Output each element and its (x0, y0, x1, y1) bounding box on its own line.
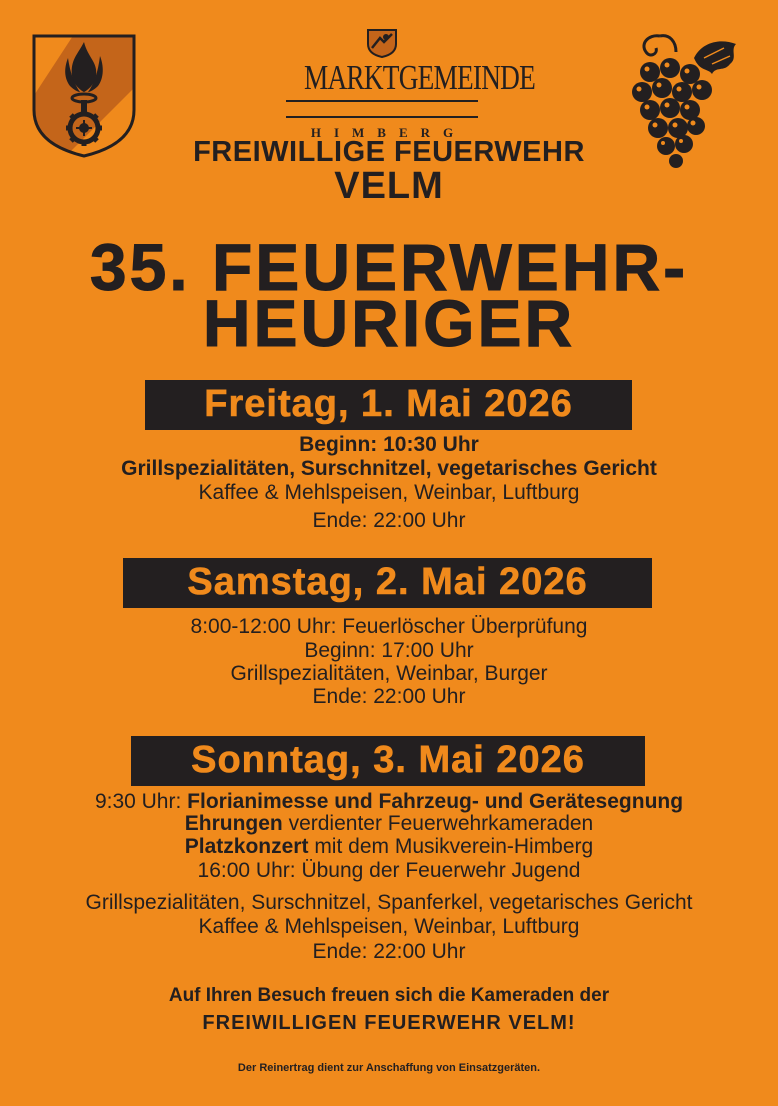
sunday-mass-text: Florianimesse und Fahrzeug- und Gerätesegnung (187, 790, 684, 813)
logo-rule-bottom (286, 116, 478, 118)
friday-end: Ende: 22:00 Uhr (312, 509, 466, 532)
sunday-honors (0, 813, 778, 834)
saturday-start: Beginn: 17:00 Uhr (304, 639, 474, 662)
logo-rule-top (286, 100, 478, 102)
himberg-word: HIMBERG (310, 125, 467, 140)
day-heading-saturday: Samstag, 2. Mai 2026 (123, 558, 652, 608)
sunday-end: Ende: 22:00 Uhr (312, 940, 466, 963)
sunday-concert (0, 836, 778, 857)
sunday-honors-label: Ehrungen (184, 812, 283, 835)
himberg-shield-icon (366, 28, 398, 58)
marktgemeinde-himberg-logo (282, 28, 535, 140)
footer-organization: FREIWILLIGEN FEUERWEHR VELM! (202, 1012, 576, 1034)
footer-invitation: Auf Ihren Besuch freuen sich die Kameraden der (168, 985, 610, 1006)
sunday-mass (0, 791, 778, 812)
friday-food: Grillspezialitäten, Surschnitzel, vegetarisches Gericht (121, 457, 657, 480)
day-heading-friday: Freitag, 1. Mai 2026 (145, 380, 632, 430)
saturday-food: Grillspezialitäten, Weinbar, Burger (230, 662, 548, 685)
sunday-honors-text: verdienter Feuerwehrkameraden (282, 812, 594, 835)
sunday-concert-label: Platzkonzert (184, 835, 309, 858)
sunday-youth-drill: 16:00 Uhr: Übung der Feuerwehr Jugend (197, 859, 581, 882)
day-heading-sunday: Sonntag, 3. Mai 2026 (131, 736, 645, 786)
friday-extras: Kaffee & Mehlspeisen, Weinbar, Luftburg (198, 481, 580, 504)
event-title-line-2: HEURIGER (202, 286, 576, 360)
event-title-line-1: 35. FEUERWEHR- (89, 230, 689, 304)
organization-town: VELM (334, 165, 444, 207)
marktgemeinde-word: MARKTGEMEINDE (304, 58, 535, 97)
sunday-food: Grillspezialitäten, Surschnitzel, Spanferkel, vegetarisches Gericht (85, 891, 693, 914)
friday-start: Beginn: 10:30 Uhr (299, 433, 479, 456)
saturday-inspection: 8:00-12:00 Uhr: Feuerlöscher Überprüfung (190, 615, 588, 638)
sunday-mass-time: 9:30 Uhr: (94, 790, 188, 813)
proceeds-note: Der Reinertrag dient zur Anschaffung von Einsatzgeräten. (237, 1062, 541, 1074)
sunday-extras: Kaffee & Mehlspeisen, Weinbar, Luftburg (198, 915, 580, 938)
organization-name: FREIWILLIGE FEUERWEHR (193, 136, 585, 168)
sunday-concert-text: mit dem Musikverein-Himberg (308, 835, 594, 858)
saturday-end: Ende: 22:00 Uhr (312, 685, 466, 708)
